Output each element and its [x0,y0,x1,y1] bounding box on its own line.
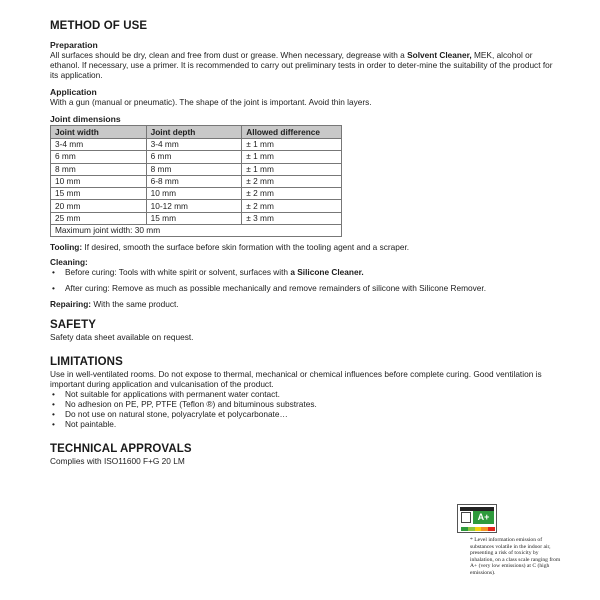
limitations-text: Use in well-ventilated rooms. Do not expose to thermal, mechanical or chemical influences before complete curing. Good ventilation is important during application and vulcanisation of the product. [50,369,542,390]
emission-grade-badge: A+ [473,511,494,524]
technical-approvals-text: Complies with ISO11600 F+G 20 LM [50,456,185,467]
table-row [51,139,342,151]
table-cell: ± 2 mm [242,188,342,200]
scale-segment [481,527,488,531]
table-row [51,151,342,163]
list-item: • Not paintable. [50,419,560,429]
table-row [51,188,342,200]
safety-heading: SAFETY [50,319,96,332]
emission-scale [461,527,495,531]
limitations-list [50,389,560,429]
table-cell: 15 mm [51,188,147,200]
document-page [50,20,560,466]
table-cell: 20 mm [51,200,147,212]
table-cell: ± 1 mm [242,139,342,151]
cleaning-list [50,267,560,293]
method-of-use-heading: METHOD OF USE [50,20,148,32]
table-cell: ± 2 mm [242,200,342,212]
table-row [51,212,342,224]
table-header-cell: Joint width [51,126,147,139]
preparation-text: All surfaces should be dry, clean and free from dust or grease. When necessary, degrease with a Solvent Cleaner, MEK, alcohol or ethanol. If necessary, use a primer. It is recommended to carry out preliminary tests in order to deter-mine the suitability of the product for its application. [50,50,553,80]
repairing-label: Repairing: [50,299,92,310]
table-cell: 10 mm [146,188,242,200]
cleaning-label: Cleaning: [50,257,88,268]
application-text: With a gun (manual or pneumatic). The shape of the joint is important. Avoid thin layers. [50,97,372,107]
table-cell: 10 mm [51,175,147,187]
table-cell: 8 mm [51,163,147,175]
house-icon [461,512,471,523]
list-item: • Not suitable for applications with permanent water contact. [50,389,560,399]
table-cell: 25 mm [51,212,147,224]
scale-segment [475,527,482,531]
emission-label-icon [457,504,497,533]
table-cell: ± 2 mm [242,175,342,187]
preparation-title: Preparation [50,40,98,50]
table-footer-row [51,225,342,237]
table-cell: 6-8 mm [146,175,242,187]
table-header-cell: Joint depth [146,126,242,139]
application-title: Application [50,87,97,97]
joint-dimensions-title: Joint dimensions [50,114,121,124]
safety-text: Safety data sheet available on request. [50,332,194,343]
solvent-cleaner-emphasis: Solvent Cleaner, [407,50,472,60]
table-row [51,200,342,212]
table-cell: 6 mm [146,151,242,163]
emission-footnote: * Level information emission of substances volatile in the indoor air, presenting a risk of toxicity by inhalation, on a class scale ranging from A+ (very low emissions) at C (high emissions). [470,537,561,576]
table-row [51,175,342,187]
silicone-cleaner-emphasis: a Silicone Cleaner. [290,267,364,278]
list-item: • After curing: Remove as much as possible mechanically and remove remainders of silicone with Silicone Remover. [50,283,560,293]
table-cell: 15 mm [146,212,242,224]
scale-segment [461,527,468,531]
table-cell: 8 mm [146,163,242,175]
table-cell: ± 3 mm [242,212,342,224]
limitations-heading: LIMITATIONS [50,356,123,369]
list-item: • Do not use on natural stone, polyacrylate et polycarbonate… [50,409,560,419]
table-row [51,163,342,175]
tooling-text: Tooling: If desired, smooth the surface before skin formation with the tooling agent and a scraper. [50,242,410,253]
table-header-row [51,126,342,139]
technical-approvals-heading: TECHNICAL APPROVALS [50,443,192,456]
table-cell: 10-12 mm [146,200,242,212]
table-cell: ± 1 mm [242,163,342,175]
table-header-cell: Allowed difference [242,126,342,139]
joint-dimensions-table [50,125,342,237]
scale-segment [488,527,495,531]
max-joint-width-cell: Maximum joint width: 30 mm [51,225,342,237]
table-cell: 3-4 mm [51,139,147,151]
scale-segment [468,527,475,531]
repairing-text: Repairing: With the same product. [50,299,179,310]
table-cell: ± 1 mm [242,151,342,163]
tooling-label: Tooling: [50,242,83,253]
table-cell: 6 mm [51,151,147,163]
table-cell: 3-4 mm [146,139,242,151]
list-item: • Before curing: Tools with white spirit or solvent, surfaces with a Silicone Cleaner. [50,267,560,277]
list-item: • No adhesion on PE, PP, PTFE (Teflon ®) and bituminous substrates. [50,399,560,409]
